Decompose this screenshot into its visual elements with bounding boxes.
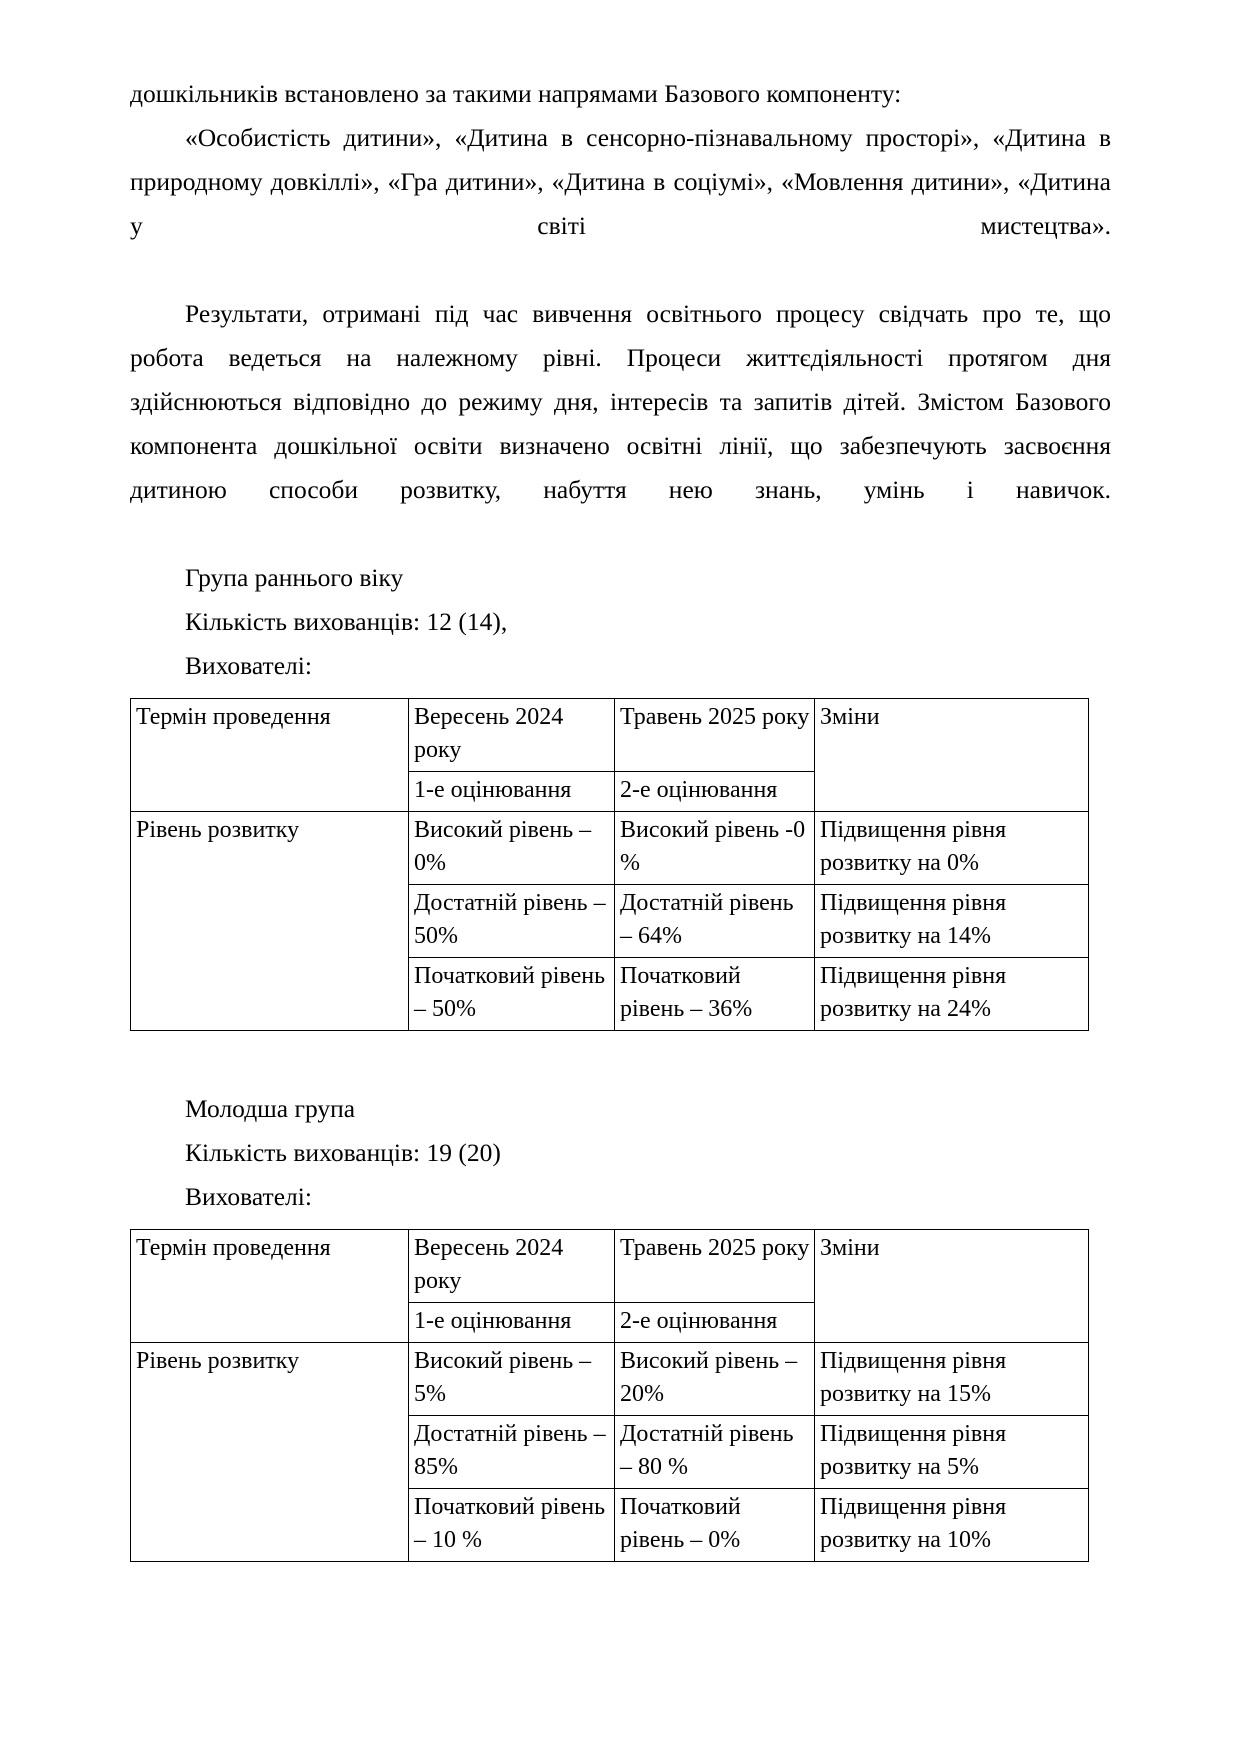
cell-second-assessment: [615, 812, 815, 885]
table-row-header-period: [131, 1230, 1089, 1303]
cell-text: Початковий рівень – 0%: [620, 1494, 741, 1553]
group-title-early: Група раннього віку: [185, 563, 404, 592]
header-changes-label: Зміни: [820, 1235, 880, 1261]
cell-text: Підвищення рівня розвитку на 14%: [820, 890, 1007, 949]
cell-change: [815, 1416, 1089, 1489]
cell-text: Високий рівень – 20%: [620, 1348, 798, 1407]
header-assessment2-label: 2-е оцінювання: [620, 1308, 778, 1334]
row-label-development-level: [131, 812, 409, 1031]
paragraph-results: Результати, отримані під час вивчення освітнього процесу свідчать про те, що робота ведеться на належному рівні. Процеси життєдіяльності протягом дня здійснюються відповідно до режиму дня, інтересів та запитів дітей. Змістом Базового компонента дошкільної освіти визначено освітні лінії, що забезпечують засвоєння дитиною способи розвитку, набуття нею знань, умінь і навичок.: [130, 299, 1111, 504]
header-assessment1-cell: [409, 1303, 615, 1343]
header-assessment1-label: 1-е оцінювання: [414, 1308, 572, 1334]
cell-text: Початковий рівень – 50%: [414, 963, 606, 1022]
cell-first-assessment: [409, 958, 615, 1031]
row-label-development-level: [131, 1343, 409, 1562]
assessment-table-junior: [130, 1229, 1089, 1562]
cell-text: Підвищення рівня розвитку на 15%: [820, 1348, 1007, 1407]
cell-first-assessment: [409, 1416, 615, 1489]
assessment-table-early: [130, 698, 1089, 1031]
row-label-text: Рівень розвитку: [136, 1348, 300, 1374]
header-term-label: Термін проведення: [136, 704, 331, 730]
cell-text: Високий рівень – 0%: [414, 817, 592, 876]
header-changes-label: Зміни: [820, 704, 880, 730]
cell-text: Достатній рівень – 64%: [620, 890, 794, 949]
header-assessment2-cell: [615, 1303, 815, 1343]
cell-text: Достатній рівень – 50%: [414, 890, 606, 949]
cell-text: Достатній рівень – 80 %: [620, 1421, 794, 1480]
header-period1-cell: [409, 1230, 615, 1303]
header-assessment1-label: 1-е оцінювання: [414, 777, 572, 803]
cell-second-assessment: [615, 1489, 815, 1562]
cell-first-assessment: [409, 812, 615, 885]
cell-change: [815, 1343, 1089, 1416]
cell-change: [815, 885, 1089, 958]
header-assessment1-cell: [409, 772, 615, 812]
row-label-text: Рівень розвитку: [136, 817, 300, 843]
table-row: [131, 812, 1089, 885]
table-row-header-period: [131, 699, 1089, 772]
cell-change: [815, 958, 1089, 1031]
paragraph-directions: «Особистість дитини», «Дитина в сенсорно-пізнавальному просторі», «Дитина в природному довкіллі», «Гра дитини», «Дитина в соціумі», «Мовлення дитини», «Дитина у світі мистецтва».: [130, 123, 1111, 240]
group-title-junior: Молодша група: [185, 1094, 356, 1123]
header-term-label: Термін проведення: [136, 1235, 331, 1261]
cell-text: Достатній рівень – 85%: [414, 1421, 606, 1480]
cell-text: Підвищення рівня розвитку на 0%: [820, 817, 1007, 876]
header-period2-label: Травень 2025 року: [620, 704, 810, 730]
header-period1-label: Вересень 2024 року: [414, 1235, 564, 1294]
header-changes-cell: [815, 699, 1089, 812]
table-row: [131, 1343, 1089, 1416]
header-assessment2-label: 2-е оцінювання: [620, 777, 778, 803]
cell-text: Високий рівень – 5%: [414, 1348, 592, 1407]
cell-change: [815, 812, 1089, 885]
cell-text: Підвищення рівня розвитку на 5%: [820, 1421, 1007, 1480]
header-period2-cell: [615, 699, 815, 772]
header-period1-cell: [409, 699, 615, 772]
header-period1-label: Вересень 2024 року: [414, 704, 564, 763]
cell-text: Початковий рівень – 10 %: [414, 1494, 606, 1553]
header-period2-cell: [615, 1230, 815, 1303]
header-term-cell: [131, 1230, 409, 1343]
cell-text: Підвищення рівня розвитку на 24%: [820, 963, 1007, 1022]
cell-text: Високий рівень -0 %: [620, 817, 806, 876]
cell-second-assessment: [615, 958, 815, 1031]
cell-second-assessment: [615, 1343, 815, 1416]
cell-first-assessment: [409, 1343, 615, 1416]
header-assessment2-cell: [615, 772, 815, 812]
teachers-label-junior: Вихователі:: [185, 1182, 312, 1211]
cell-second-assessment: [615, 1416, 815, 1489]
cell-change: [815, 1489, 1089, 1562]
cell-first-assessment: [409, 885, 615, 958]
cell-second-assessment: [615, 885, 815, 958]
pupil-count-early: Кількість вихованців: 12 (14),: [185, 607, 508, 636]
header-period2-label: Травень 2025 року: [620, 1235, 810, 1261]
cell-first-assessment: [409, 1489, 615, 1562]
teachers-label-early: Вихователі:: [185, 651, 312, 680]
header-changes-cell: [815, 1230, 1089, 1343]
header-term-cell: [131, 699, 409, 812]
pupil-count-junior: Кількість вихованців: 19 (20): [185, 1138, 501, 1167]
paragraph-intro: дошкільників встановлено за такими напрямами Базового компоненту:: [130, 79, 902, 108]
cell-text: Підвищення рівня розвитку на 10%: [820, 1494, 1007, 1553]
cell-text: Початковий рівень – 36%: [620, 963, 753, 1022]
